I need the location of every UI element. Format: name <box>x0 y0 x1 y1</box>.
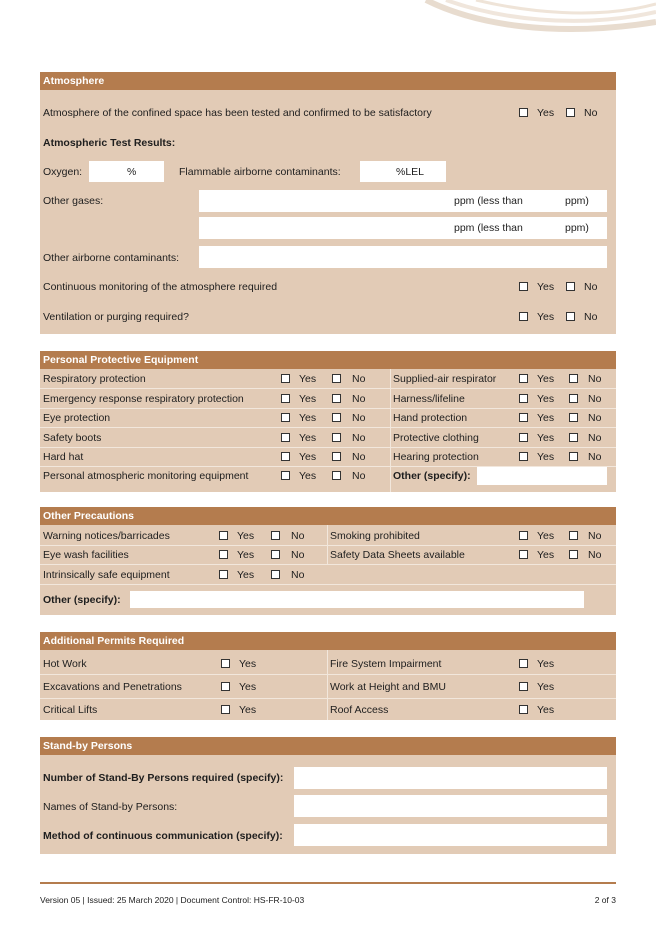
no-label: No <box>584 281 598 293</box>
permit-item: Roof Access <box>330 704 389 716</box>
permit-checkbox[interactable] <box>519 659 528 668</box>
other-airborne-field[interactable] <box>199 246 607 268</box>
row-divider <box>40 584 616 585</box>
no-label: No <box>352 412 366 424</box>
ppe-item: Hand protection <box>393 412 468 424</box>
row-divider <box>40 388 616 389</box>
ppe-no-checkbox[interactable] <box>332 452 341 461</box>
no-label: No <box>584 311 598 323</box>
precaution-item: Smoking prohibited <box>330 530 420 542</box>
standby-number-field[interactable] <box>294 767 607 789</box>
continuous-no-checkbox[interactable] <box>566 282 575 291</box>
no-label: No <box>291 549 305 561</box>
row-divider <box>40 427 616 428</box>
yes-label: Yes <box>239 704 257 716</box>
other-gases-label: Other gases: <box>43 195 104 207</box>
permit-checkbox[interactable] <box>519 682 528 691</box>
no-label: No <box>588 451 602 463</box>
permit-checkbox[interactable] <box>221 659 230 668</box>
ppe-no-checkbox[interactable] <box>332 433 341 442</box>
yes-label: Yes <box>537 658 555 670</box>
tested-no-checkbox[interactable] <box>566 108 575 117</box>
precaution-yes-checkbox[interactable] <box>219 531 228 540</box>
precaution-item: Eye wash facilities <box>43 549 129 561</box>
other-gases-field-1[interactable] <box>199 190 607 212</box>
test-results-label: Atmospheric Test Results: <box>43 137 176 149</box>
ppm-less-than: ppm (less than <box>454 222 523 234</box>
flammable-label: Flammable airborne contaminants: <box>179 166 341 178</box>
ppe-no-checkbox[interactable] <box>569 413 578 422</box>
no-label: No <box>588 549 602 561</box>
other-airborne-label: Other airborne contaminants: <box>43 252 179 264</box>
no-label: No <box>588 530 602 542</box>
ppe-yes-checkbox[interactable] <box>281 413 290 422</box>
precautions-other-label: Other (specify): <box>43 594 121 606</box>
ppe-no-checkbox[interactable] <box>332 471 341 480</box>
ppe-no-checkbox[interactable] <box>332 394 341 403</box>
continuous-yes-checkbox[interactable] <box>519 282 528 291</box>
yes-label: Yes <box>537 432 555 444</box>
yes-label: Yes <box>239 658 257 670</box>
yes-label: Yes <box>237 569 255 581</box>
ppe-yes-checkbox[interactable] <box>281 374 290 383</box>
section-header: Atmosphere <box>40 72 616 90</box>
ppm-close: ppm) <box>565 222 589 234</box>
ppe-item: Eye protection <box>43 412 111 424</box>
yes-label: Yes <box>537 281 555 293</box>
yes-label: Yes <box>299 432 317 444</box>
standby-names-label: Names of Stand-by Persons: <box>43 801 178 813</box>
ppe-other-field[interactable] <box>477 467 607 485</box>
ppe-yes-checkbox[interactable] <box>281 433 290 442</box>
permit-item: Work at Height and BMU <box>330 681 446 693</box>
precaution-yes-checkbox[interactable] <box>519 531 528 540</box>
oxygen-unit: % <box>127 166 137 178</box>
ppe-no-checkbox[interactable] <box>569 374 578 383</box>
ppe-item: Protective clothing <box>393 432 479 444</box>
ppe-yes-checkbox[interactable] <box>519 413 528 422</box>
atmosphere-section <box>40 72 616 334</box>
precaution-no-checkbox[interactable] <box>271 570 280 579</box>
ventilation-yes-checkbox[interactable] <box>519 312 528 321</box>
standby-names-field[interactable] <box>294 795 607 817</box>
precaution-no-checkbox[interactable] <box>569 531 578 540</box>
decorative-swoosh <box>416 0 656 40</box>
yes-label: Yes <box>537 681 555 693</box>
ppe-yes-checkbox[interactable] <box>519 452 528 461</box>
oxygen-label: Oxygen: <box>43 166 83 178</box>
precaution-no-checkbox[interactable] <box>271 550 280 559</box>
precautions-other-field[interactable] <box>130 591 584 608</box>
precaution-yes-checkbox[interactable] <box>219 570 228 579</box>
standby-number-label: Number of Stand-By Persons required (specify): <box>43 772 284 784</box>
row-divider <box>40 447 616 448</box>
precaution-no-checkbox[interactable] <box>271 531 280 540</box>
no-label: No <box>291 569 305 581</box>
precaution-yes-checkbox[interactable] <box>219 550 228 559</box>
row-divider <box>40 674 616 675</box>
no-label: No <box>588 393 602 405</box>
ppe-item: Safety boots <box>43 432 102 444</box>
ppe-no-checkbox[interactable] <box>332 413 341 422</box>
ppe-item: Emergency response respiratory protection <box>43 393 244 405</box>
ppe-yes-checkbox[interactable] <box>519 394 528 403</box>
page-number: 2 of 3 <box>594 895 616 905</box>
no-label: No <box>588 373 602 385</box>
footer-version-info: Version 05 | Issued: 25 March 2020 | Document Control: HS-FR-10-03 <box>40 895 305 905</box>
no-label: No <box>588 412 602 424</box>
other-gases-field-2[interactable] <box>199 217 607 239</box>
tested-question: Atmosphere of the confined space has been tested and confirmed to be satisfactory <box>43 107 432 119</box>
yes-label: Yes <box>537 451 555 463</box>
ventilation-no-checkbox[interactable] <box>566 312 575 321</box>
yes-label: Yes <box>299 451 317 463</box>
ppe-item: Respiratory protection <box>43 373 146 385</box>
no-label: No <box>352 470 366 482</box>
yes-label: Yes <box>237 530 255 542</box>
yes-label: Yes <box>299 393 317 405</box>
ppe-no-checkbox[interactable] <box>569 433 578 442</box>
section-header: Additional Permits Required <box>40 632 616 650</box>
ppm-less-than: ppm (less than <box>454 195 523 207</box>
row-divider <box>40 698 616 699</box>
ppe-no-checkbox[interactable] <box>569 452 578 461</box>
no-label: No <box>584 107 598 119</box>
no-label: No <box>352 393 366 405</box>
precaution-yes-checkbox[interactable] <box>519 550 528 559</box>
permit-item: Hot Work <box>43 658 87 670</box>
yes-label: Yes <box>537 549 555 561</box>
no-label: No <box>291 530 305 542</box>
flammable-unit: %LEL <box>396 166 425 178</box>
yes-label: Yes <box>537 107 555 119</box>
yes-label: Yes <box>299 412 317 424</box>
yes-label: Yes <box>237 549 255 561</box>
permit-checkbox[interactable] <box>221 682 230 691</box>
tested-yes-checkbox[interactable] <box>519 108 528 117</box>
permit-item: Fire System Impairment <box>330 658 442 670</box>
column-divider <box>327 650 328 720</box>
ppe-no-checkbox[interactable] <box>569 394 578 403</box>
yes-label: Yes <box>537 704 555 716</box>
standby-section <box>40 737 616 854</box>
permit-item: Excavations and Penetrations <box>43 681 182 693</box>
footer-rule <box>40 882 616 884</box>
section-header: Other Precautions <box>40 507 616 525</box>
no-label: No <box>352 373 366 385</box>
ppe-yes-checkbox[interactable] <box>281 471 290 480</box>
continuous-monitoring-question: Continuous monitoring of the atmosphere required <box>43 281 278 293</box>
ppe-item: Supplied-air respirator <box>393 373 497 385</box>
no-label: No <box>352 432 366 444</box>
ppe-yes-checkbox[interactable] <box>281 452 290 461</box>
yes-label: Yes <box>537 373 555 385</box>
ppe-yes-checkbox[interactable] <box>281 394 290 403</box>
ppm-close: ppm) <box>565 195 589 207</box>
row-divider <box>40 408 616 409</box>
yes-label: Yes <box>239 681 257 693</box>
standby-method-field[interactable] <box>294 824 607 846</box>
yes-label: Yes <box>537 393 555 405</box>
precaution-item: Safety Data Sheets available <box>330 549 465 561</box>
yes-label: Yes <box>537 311 555 323</box>
ppe-section <box>40 351 616 492</box>
permits-section <box>40 632 616 720</box>
ventilation-question: Ventilation or purging required? <box>43 311 189 323</box>
ppe-other-label: Other (specify): <box>393 470 471 482</box>
precautions-section <box>40 507 616 615</box>
ppe-item: Harness/lifeline <box>393 393 465 405</box>
yes-label: Yes <box>299 470 317 482</box>
permit-item: Critical Lifts <box>43 704 98 716</box>
yes-label: Yes <box>299 373 317 385</box>
row-divider <box>40 564 616 565</box>
yes-label: Yes <box>537 530 555 542</box>
section-header: Stand-by Persons <box>40 737 616 755</box>
precaution-no-checkbox[interactable] <box>569 550 578 559</box>
ppe-item: Personal atmospheric monitoring equipment <box>43 470 249 482</box>
ppe-yes-checkbox[interactable] <box>519 433 528 442</box>
yes-label: Yes <box>537 412 555 424</box>
precaution-item: Warning notices/barricades <box>43 530 170 542</box>
no-label: No <box>588 432 602 444</box>
ppe-item: Hearing protection <box>393 451 479 463</box>
ppe-yes-checkbox[interactable] <box>519 374 528 383</box>
permit-checkbox[interactable] <box>221 705 230 714</box>
precaution-item: Intrinsically safe equipment <box>43 569 170 581</box>
section-header: Personal Protective Equipment <box>40 351 616 369</box>
row-divider <box>40 545 616 546</box>
permit-checkbox[interactable] <box>519 705 528 714</box>
standby-method-label: Method of continuous communication (specify): <box>43 830 283 842</box>
ppe-item: Hard hat <box>43 451 84 463</box>
no-label: No <box>352 451 366 463</box>
ppe-no-checkbox[interactable] <box>332 374 341 383</box>
